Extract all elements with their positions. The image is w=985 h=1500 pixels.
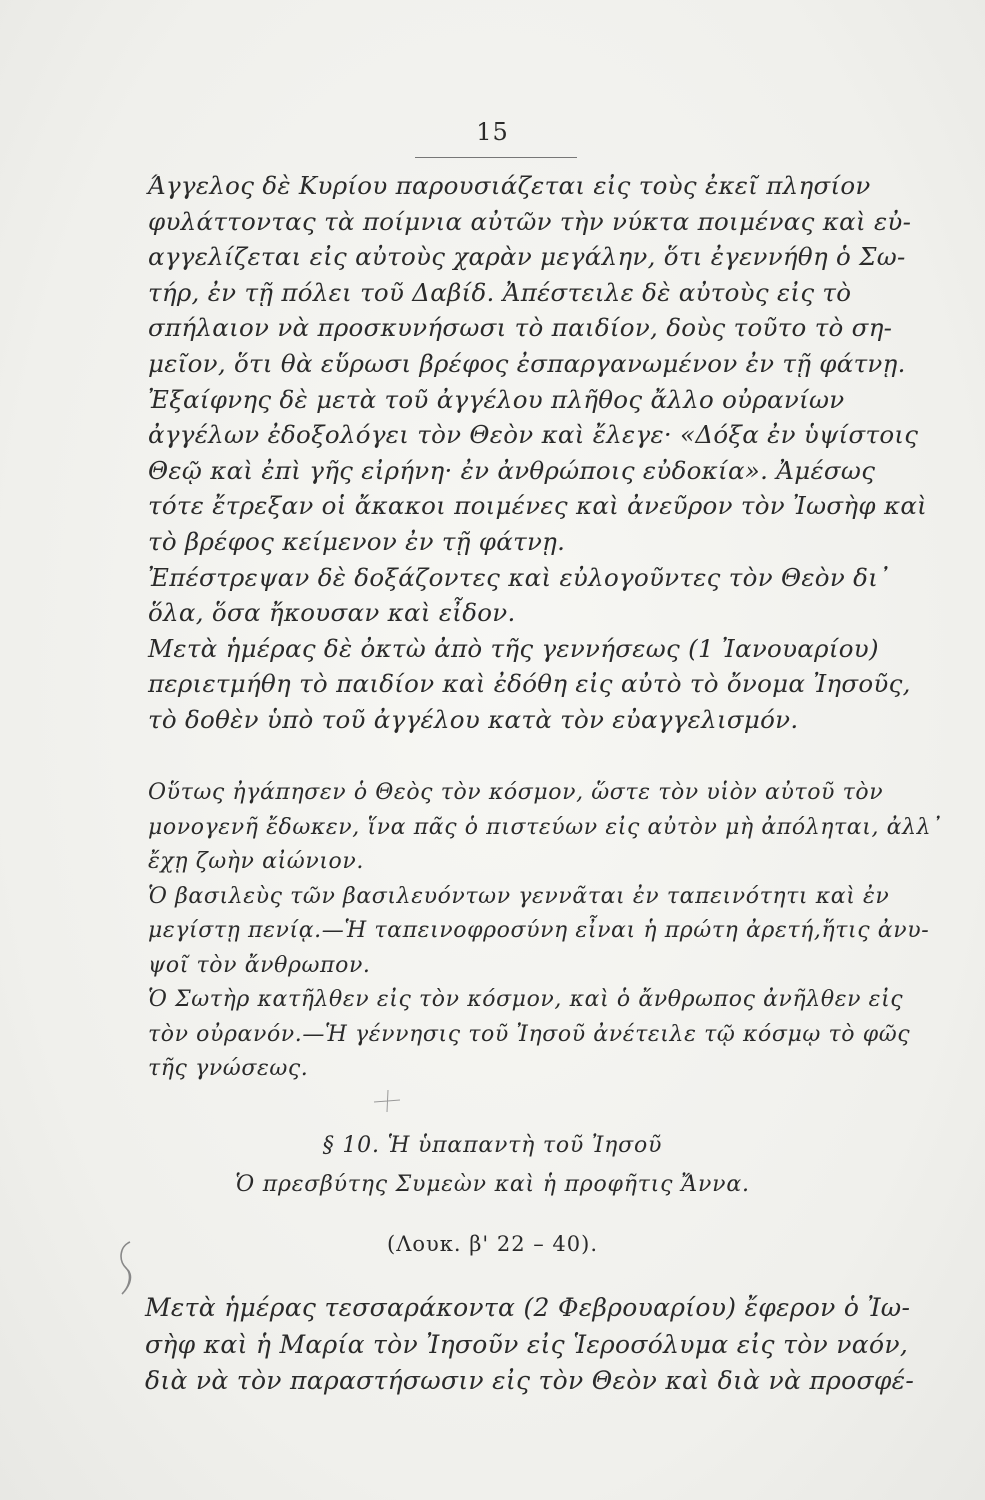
text-line: περιετμήθη τὸ παιδίον καὶ ἐδόθη εἰς αὐτὸ τὸ ὄνομα Ἰησοῦς, bbox=[148, 669, 911, 699]
paragraph-3 bbox=[118, 560, 891, 631]
paragraph-1 bbox=[118, 168, 912, 382]
quote-2 bbox=[118, 880, 930, 984]
text-line: φυλάττοντας τὰ ποίμνια αὐτῶν τὴν νύκτα ποιμένας καὶ εὐ- bbox=[148, 206, 912, 236]
section-heading: § 10. Ἡ ὑπαπαντὴ τοῦ Ἰησοῦ bbox=[322, 1133, 663, 1158]
text-line: Θεῷ καὶ ἐπὶ γῆς εἰρήνη· ἐν ἀνθρώποις εὐδοκία». Ἀμέσως bbox=[148, 455, 876, 485]
quotations bbox=[118, 776, 943, 1087]
text-line: ἔχῃ ζωὴν αἰώνιον. bbox=[148, 849, 364, 874]
text-line: Μετὰ ἡμέρας δὲ ὀκτὼ ἀπὸ τῆς γεννήσεως (1 Ἰανουαρίου) bbox=[148, 633, 879, 663]
scripture-reference: (Λουκ. β' 22 – 40). bbox=[387, 1232, 598, 1256]
text-line: Οὕτως ἠγάπησεν ὁ Θεὸς τὸν κόσμον, ὥστε τὸν υἱὸν αὐτοῦ τὸν bbox=[148, 780, 884, 805]
text-line: τὸ δοθὲν ὑπὸ τοῦ ἀγγέλου κατὰ τὸν εὐαγγελισμόν. bbox=[148, 704, 799, 734]
text-line: Ὁ βασιλεὺς τῶν βασιλευόντων γεννᾶται ἐν ταπεινότητι καὶ ἐν bbox=[148, 883, 890, 909]
paragraph-4 bbox=[118, 631, 911, 738]
section-subheading: Ὁ πρεσβύτης Συμεὼν καὶ ἡ προφῆτις Ἄννα. bbox=[235, 1172, 750, 1197]
text-line: μονογενῆ ἔδωκεν, ἵνα πᾶς ὁ πιστεύων εἰς αὐτὸν μὴ ἀπόληται, ἀλλ᾽ bbox=[148, 814, 943, 840]
text-line: τότε ἔτρεξαν οἱ ἄκακοι ποιμένες καὶ ἀνεῦρον τὸν Ἰωσὴφ καὶ bbox=[148, 491, 928, 521]
body-text bbox=[118, 168, 928, 738]
text-line: Ἐπέστρεψαν δὲ δοξάζοντες καὶ εὐλογοῦντες τὸν Θεὸν δι᾽ bbox=[148, 562, 891, 592]
text-line: ὅλα, ὅσα ἤκουσαν καὶ εἶδον. bbox=[148, 598, 516, 628]
pencil-mark-icon bbox=[372, 1088, 402, 1114]
text-line: διὰ νὰ τὸν παραστήσωσιν εἰς τὸν Θεὸν καὶ διὰ νὰ προσφέ- bbox=[145, 1366, 915, 1395]
text-line: σπήλαιον νὰ προσκυνήσωσι τὸ παιδίον, δοὺς τοῦτο τὸ ση- bbox=[148, 313, 893, 343]
text-line: Μετὰ ἡμέρας τεσσαράκοντα (2 Φεβρουαρίου) ἔφερον ὁ Ἰω- bbox=[145, 1293, 911, 1322]
final-paragraph bbox=[145, 1290, 915, 1400]
text-line: τήρ, ἐν τῇ πόλει τοῦ Δαβίδ. Ἀπέστειλε δὲ αὐτοὺς εἰς τὸ bbox=[148, 277, 852, 307]
text-line: αγγελίζεται εἰς αὐτοὺς χαρὰν μεγάλην, ὅτι ἐγεννήθη ὁ Σω- bbox=[148, 242, 906, 272]
paragraph-2 bbox=[118, 382, 928, 560]
text-line: μεῖον, ὅτι θὰ εὕρωσι βρέφος ἐσπαργανωμένον ἐν τῇ φάτνῃ. bbox=[148, 348, 906, 378]
text-line: Ὁ Σωτὴρ κατῆλθεν εἰς τὸν κόσμον, καὶ ὁ ἄνθρωπος ἀνῆλθεν εἰς bbox=[148, 987, 904, 1012]
text-line: Ἐξαίφνης δὲ μετὰ τοῦ ἀγγέλου πλῆθος ἄλλο οὐρανίων bbox=[148, 384, 845, 414]
quote-1 bbox=[118, 776, 943, 880]
text-line: σὴφ καὶ ἡ Μαρία τὸν Ἰησοῦν εἰς Ἱεροσόλυμα εἰς τὸν ναόν, bbox=[145, 1329, 909, 1359]
text-line: τὸ βρέφος κείμενον ἐν τῇ φάτνῃ. bbox=[148, 526, 566, 556]
handwritten-mark-icon bbox=[108, 1238, 148, 1298]
text-line: τῆς γνώσεως. bbox=[148, 1056, 309, 1081]
header-rule bbox=[415, 157, 577, 158]
quote-3 bbox=[118, 983, 911, 1087]
page-number: 15 bbox=[476, 118, 509, 146]
text-line: τὸν οὐρανόν.—Ἡ γέννησις τοῦ Ἰησοῦ ἀνέτειλε τῷ κόσμῳ τὸ φῶς bbox=[148, 1021, 911, 1047]
text-line: Άγγελος δὲ Κυρίου παρουσιάζεται εἰς τοὺς ἐκεῖ πλησίον bbox=[148, 171, 871, 200]
text-line: ἀγγέλων ἐδοξολόγει τὸν Θεὸν καὶ ἔλεγε· «Δόξα ἐν ὑψίστοις bbox=[148, 420, 919, 450]
text-line: μεγίστῃ πενίᾳ.—Ἡ ταπεινοφροσύνη εἶναι ἡ πρώτη ἀρετή,ἥτις ἀνυ- bbox=[148, 918, 930, 943]
text-line: ψοῖ τὸν ἄνθρωπον. bbox=[148, 952, 371, 978]
